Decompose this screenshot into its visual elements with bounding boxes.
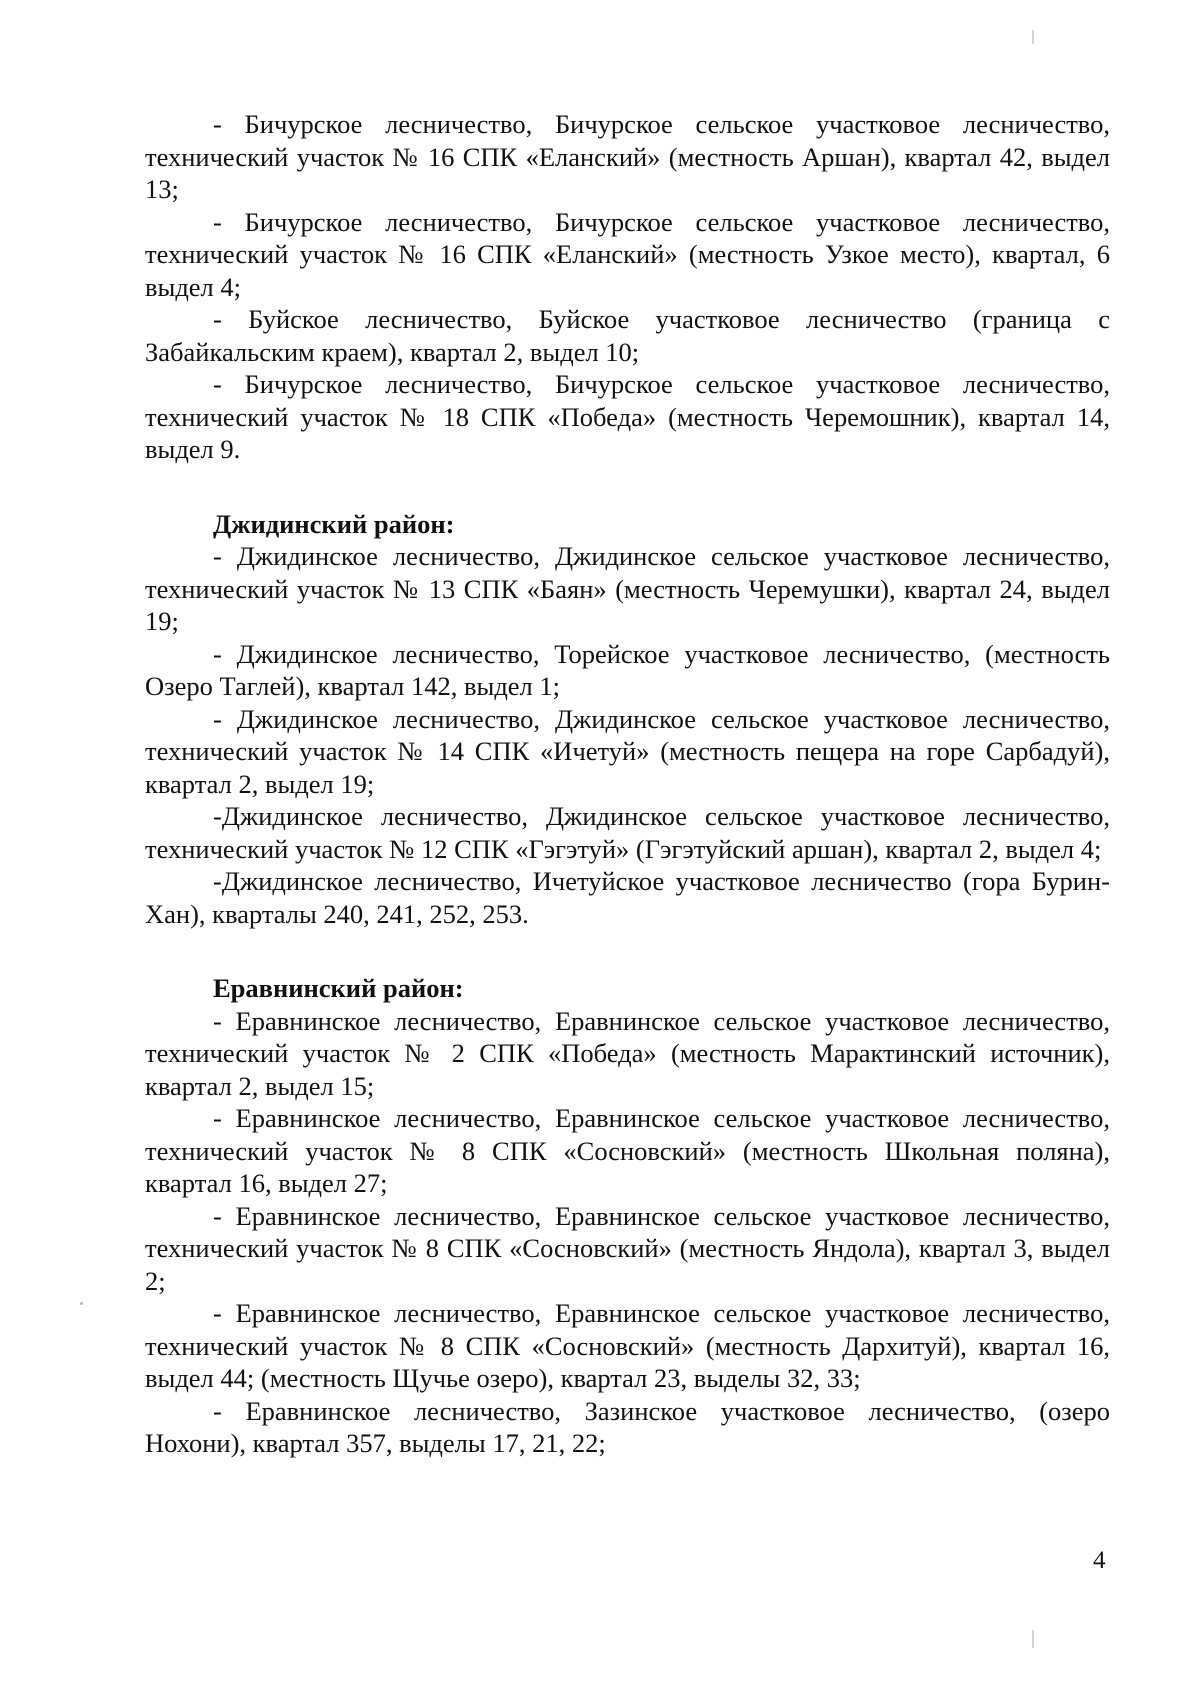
list-item: - Еравнинское лесничество, Еравнинское сельское участковое лесничество, технический участок № 8 СПК «Сосновский» (местность Дархитуй), квартал 16, выдел 44; (местность Щучье озеро), квартал 23, выделы 32, 33; [145,1298,1110,1393]
list-item: - Бичурское лесничество, Бичурское сельское участковое лесничество, технический участок № 18 СПК «Победа» (местность Черемошник), квартал 14, выдел 9. [145,369,1110,464]
page-number: 4 [1093,1547,1106,1574]
list-item: - Бичурское лесничество, Бичурское сельское участковое лесничество, технический участок № 16 СПК «Еланский» (местность Узкое место), квартал, 6 выдел 4; [145,206,1110,302]
list-item: - Еравнинское лесничество, Еравнинское сельское участковое лесничество, технический участок № 8 СПК «Сосновский» (местность Яндола), квартал 3, выдел 2; [145,1200,1110,1296]
scan-speck [80,1302,83,1305]
scan-speck [1032,1630,1034,1648]
section-dzhida [145,508,1110,931]
list-item: - Джидинское лесничество, Джидинское сельское участковое лесничество, технический участок № 14 СПК «Ичетуй» (местность пещера на горе Сарбадуй), квартал 2, выдел 19; [145,703,1110,799]
section-bichura [145,108,1110,466]
section-spacer [145,930,1110,972]
section-eravna [145,972,1110,1460]
section-heading: Джидинский район: [213,508,455,539]
section-heading: Еравнинский район: [213,973,464,1003]
list-item: - Джидинское лесничество, Джидинское сельское участковое лесничество, технический участок № 13 СПК «Баян» (местность Черемушки), квартал 24, выдел 19; [145,541,1110,636]
list-item: - Джидинское лесничество, Торейское участковое лесничество, (местность Озеро Таглей), квартал 142, выдел 1; [145,638,1110,701]
scan-speck [1032,30,1034,44]
list-item: - Еравнинское лесничество, Еравнинское сельское участковое лесничество, технический участок № 8 СПК «Сосновский» (местность Школьная поляна), квартал 16, выдел 27; [145,1103,1110,1198]
list-item: -Джидинское лесничество, Ичетуйское участковое лесничество (гора Бурин-Хан), кварталы 240, 241, 252, 253. [145,866,1110,929]
document-body [145,108,1110,1460]
list-item: - Буйское лесничество, Буйское участковое лесничество (граница с Забайкальским краем), квартал 2, выдел 10; [145,304,1110,367]
list-item: -Джидинское лесничество, Джидинское сельское участковое лесничество, технический участок № 12 СПК «Гэгэтуй» (Гэгэтуйский аршан), квартал 2, выдел 4; [145,801,1110,864]
section-spacer [145,466,1110,508]
list-item: - Еравнинское лесничество, Еравнинское сельское участковое лесничество, технический участок № 2 СПК «Победа» (местность Марактинский источник), квартал 2, выдел 15; [145,1005,1110,1101]
list-item: - Еравнинское лесничество, Зазинское участковое лесничество, (озеро Нохони), квартал 357, выделы 17, 21, 22; [145,1395,1110,1458]
list-item: - Бичурское лесничество, Бичурское сельское участковое лесничество, технический участок № 16 СПК «Еланский» (местность Аршан), квартал 42, выдел 13; [145,109,1110,204]
